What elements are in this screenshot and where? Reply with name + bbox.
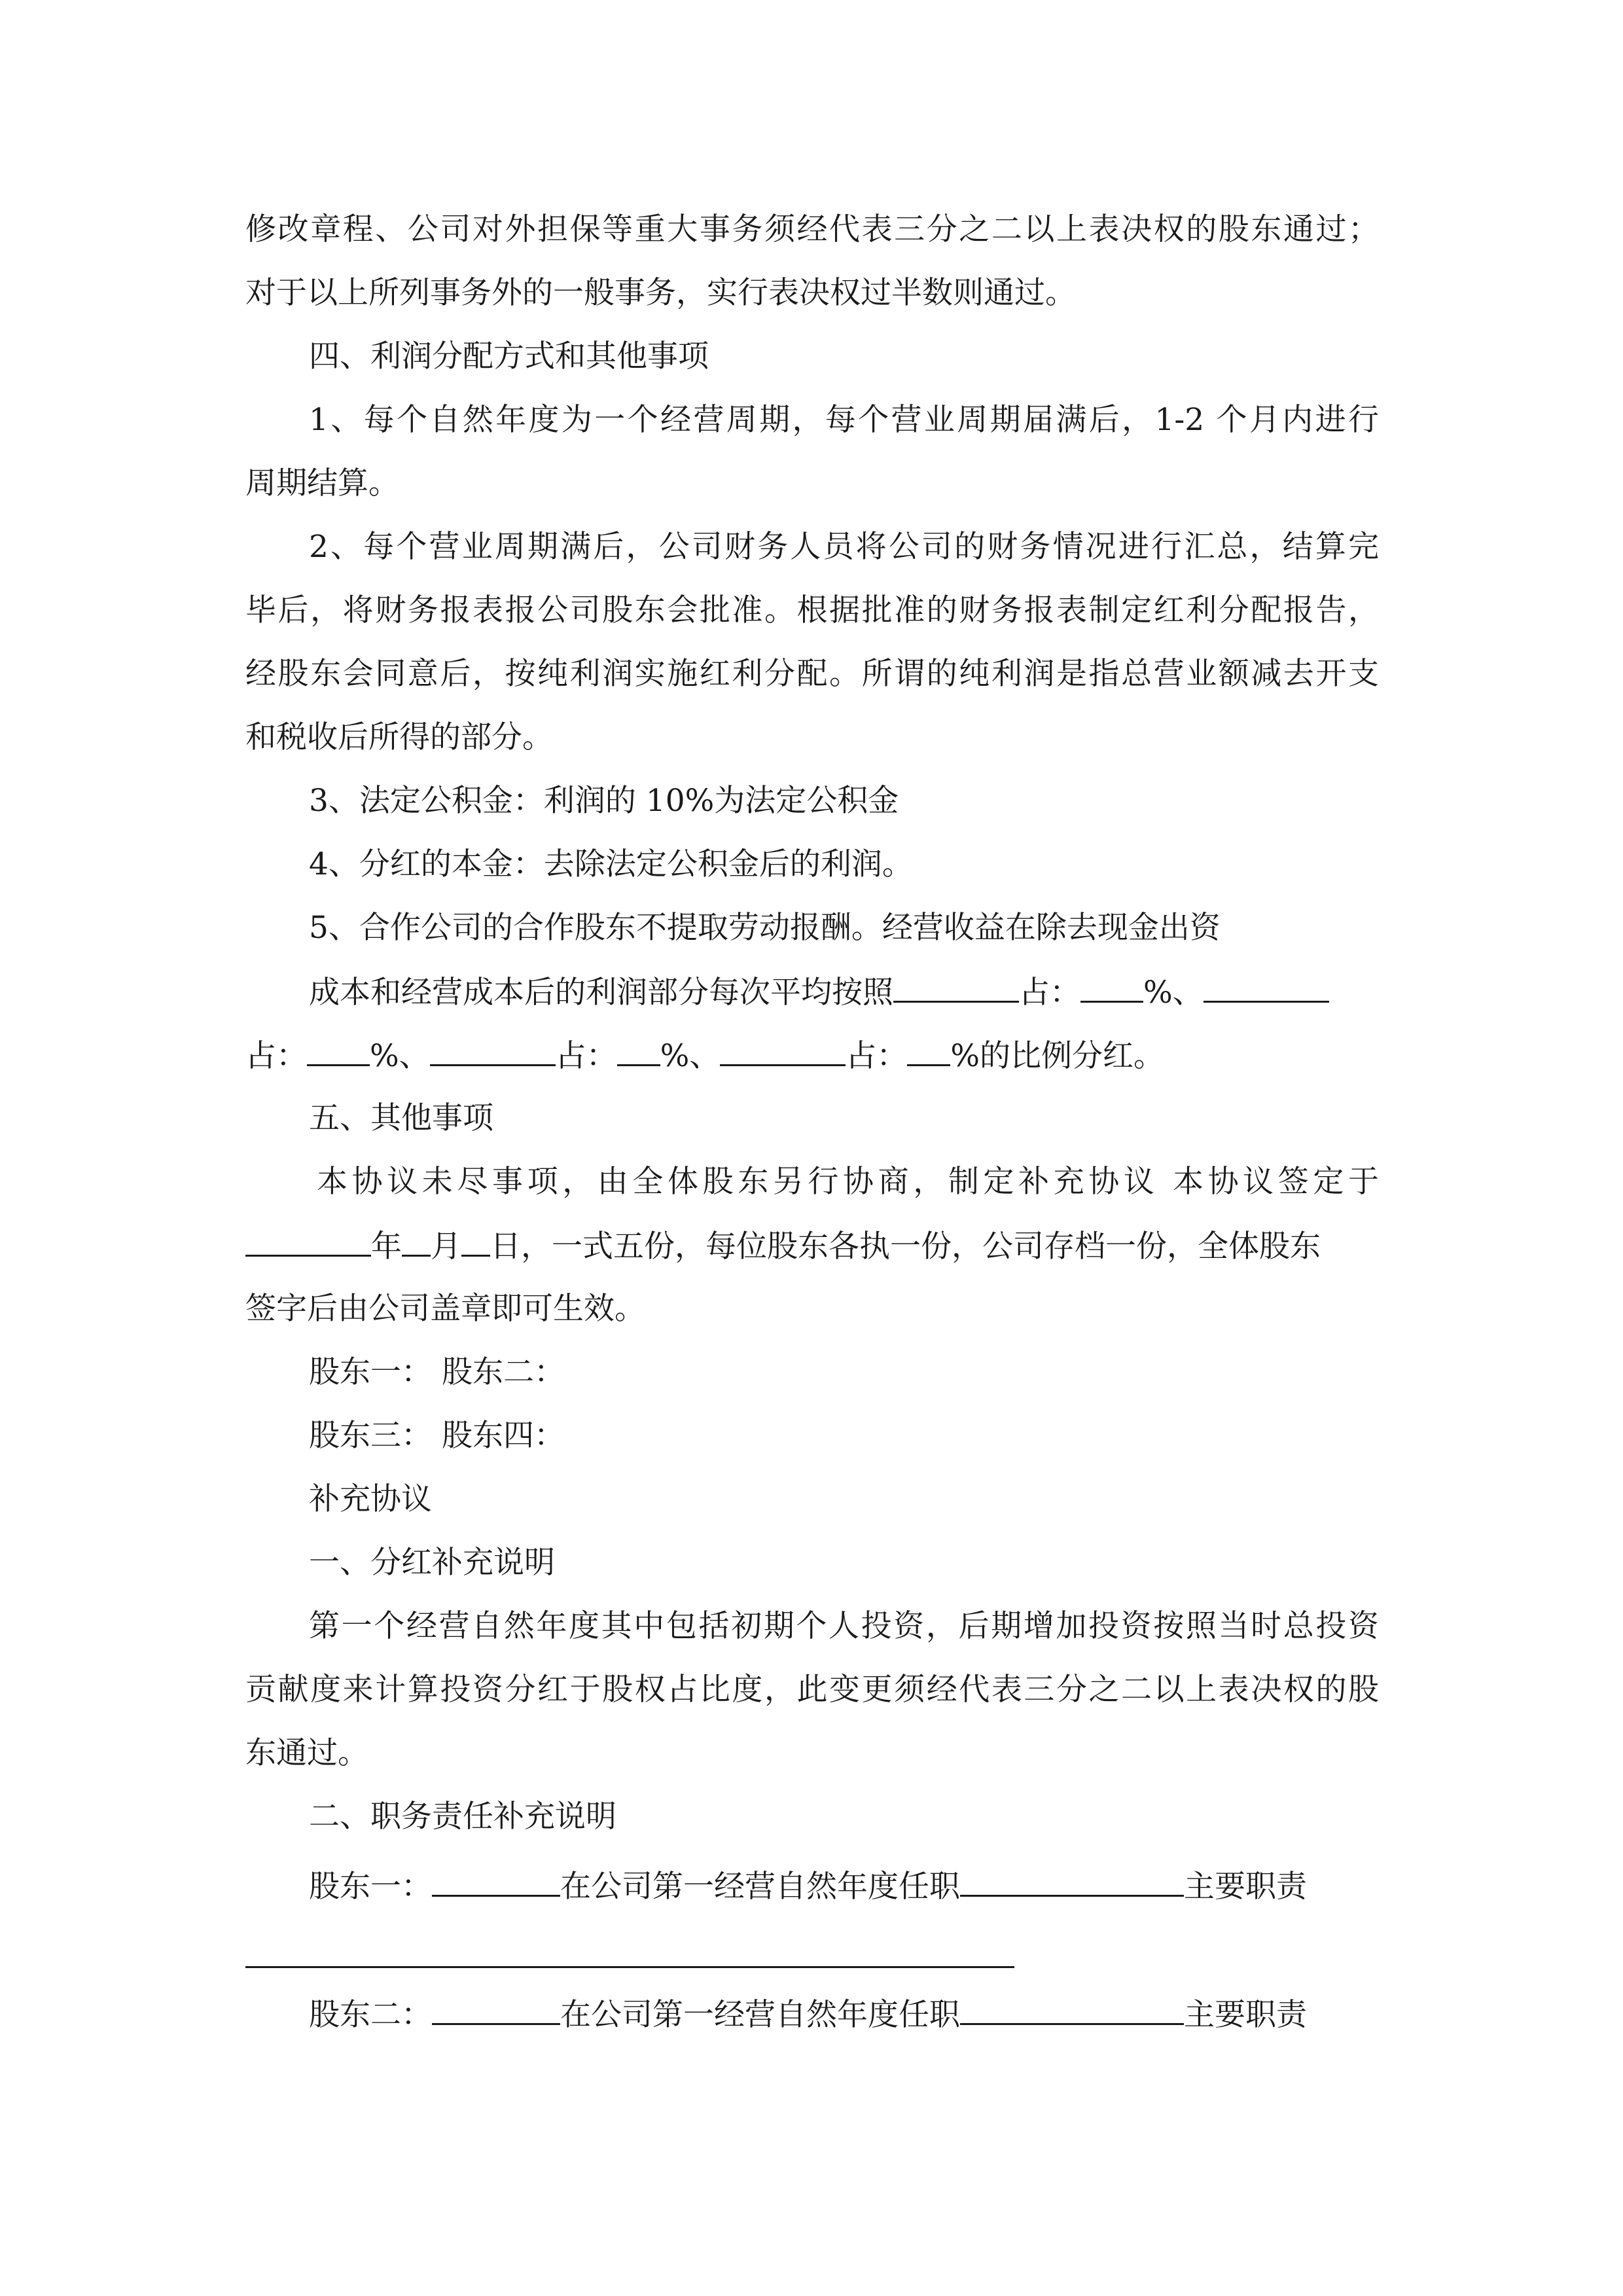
- text: 占：: [245, 1038, 307, 1074]
- paragraph-line: 对于以上所列事务外的一般事务，实行表决权过半数则通过。: [245, 275, 1076, 311]
- paragraph-line: 第一个经营自然年度其中包括初期个人投资，后期增加投资按照当时总投资: [309, 1608, 1379, 1644]
- paragraph-line: 签字后由公司盖章即可生效。: [245, 1291, 645, 1327]
- text: 股东一：: [309, 1869, 432, 1905]
- blank-field: [960, 1866, 1184, 1897]
- blank-field: [1080, 972, 1143, 1003]
- blank-field: [245, 1226, 371, 1257]
- blank-field: [1204, 972, 1329, 1003]
- paragraph-line: 和税收后所得的部分。: [245, 719, 553, 755]
- paragraph-line: 本协议未尽事项，由全体股东另行协商，制定补充协议 本协议签定于: [317, 1164, 1379, 1200]
- duty-line: [309, 1994, 1307, 2034]
- section-heading: 五、其他事项: [309, 1100, 493, 1136]
- blank-field: [461, 1226, 490, 1257]
- blank-field: [432, 1994, 560, 2025]
- text: %、: [660, 1038, 721, 1074]
- paragraph-line: 修改章程、公司对外担保等重大事务须经代表三分之二以上表决权的股东通过；: [245, 211, 1379, 247]
- profit-split-line-1: [309, 972, 1329, 1011]
- supplement-title: 补充协议: [309, 1481, 432, 1517]
- blank-field: [432, 1866, 560, 1897]
- paragraph-line: 经股东会同意后，按纯利润实施红利分配。所谓的纯利润是指总营业额减去开支: [245, 656, 1379, 692]
- blank-field: [617, 1035, 660, 1066]
- signature-row: 股东三： 股东四：: [309, 1418, 565, 1454]
- text: 日，一式五份，每位股东各执一份，公司存档一份，全体股东: [490, 1229, 1321, 1265]
- blank-field: [907, 1035, 950, 1066]
- text: 主要职责: [1184, 1997, 1307, 2033]
- paragraph-line: 贡献度来计算投资分红于股权占比度，此变更须经代表三分之二以上表决权的股: [245, 1672, 1379, 1708]
- blank-field: [402, 1226, 431, 1257]
- profit-split-line-2: [245, 1035, 1164, 1075]
- text: 股东二：: [309, 1997, 432, 2033]
- signature-row: 股东一： 股东二：: [309, 1354, 565, 1390]
- section-heading: 四、利润分配方式和其他事项: [309, 338, 709, 374]
- blank-field: [720, 1035, 846, 1066]
- text: 年: [371, 1229, 402, 1265]
- blank-field: [893, 972, 1019, 1003]
- text: 主要职责: [1184, 1869, 1307, 1905]
- text: 月: [431, 1229, 461, 1265]
- paragraph-line: 周期结算。: [245, 465, 399, 501]
- text: 占：: [846, 1038, 908, 1074]
- paragraph-line: 东通过。: [245, 1735, 368, 1771]
- text: %、: [370, 1038, 430, 1074]
- text: 在公司第一经营自然年度任职: [560, 1869, 960, 1905]
- section-heading: 一、分红补充说明: [309, 1545, 555, 1581]
- duty-line: [309, 1866, 1307, 1905]
- paragraph-line: 4、分红的本金：去除法定公积金后的利润。: [309, 846, 913, 882]
- paragraph-line: 5、合作公司的合作股东不提取劳动报酬。经营收益在除去现金出资: [309, 910, 1221, 946]
- text: 占：: [555, 1038, 617, 1074]
- text: 成本和经营成本后的利润部分每次平均按照: [309, 975, 893, 1011]
- text: 在公司第一经营自然年度任职: [560, 1997, 960, 2033]
- blank-field: [307, 1035, 370, 1066]
- text: 占：: [1019, 975, 1080, 1011]
- section-heading: 二、职务责任补充说明: [309, 1799, 616, 1835]
- text: %的比例分红。: [950, 1038, 1165, 1074]
- blank-field: [430, 1035, 556, 1066]
- paragraph-line: 3、法定公积金：利润的 10%为法定公积金: [309, 783, 899, 819]
- blank-rule: [245, 1966, 1014, 1968]
- text: %、: [1143, 975, 1204, 1011]
- paragraph-line: 2、每个营业周期满后，公司财务人员将公司的财务情况进行汇总，结算完: [309, 529, 1379, 565]
- paragraph-line: 1、每个自然年度为一个经营周期，每个营业周期届满后，1-2 个月内进行: [309, 402, 1379, 438]
- agreement-date-line: [245, 1226, 1321, 1265]
- blank-field: [960, 1994, 1184, 2025]
- paragraph-line: 毕后，将财务报表报公司股东会批准。根据批准的财务报表制定红利分配报告，: [245, 592, 1379, 628]
